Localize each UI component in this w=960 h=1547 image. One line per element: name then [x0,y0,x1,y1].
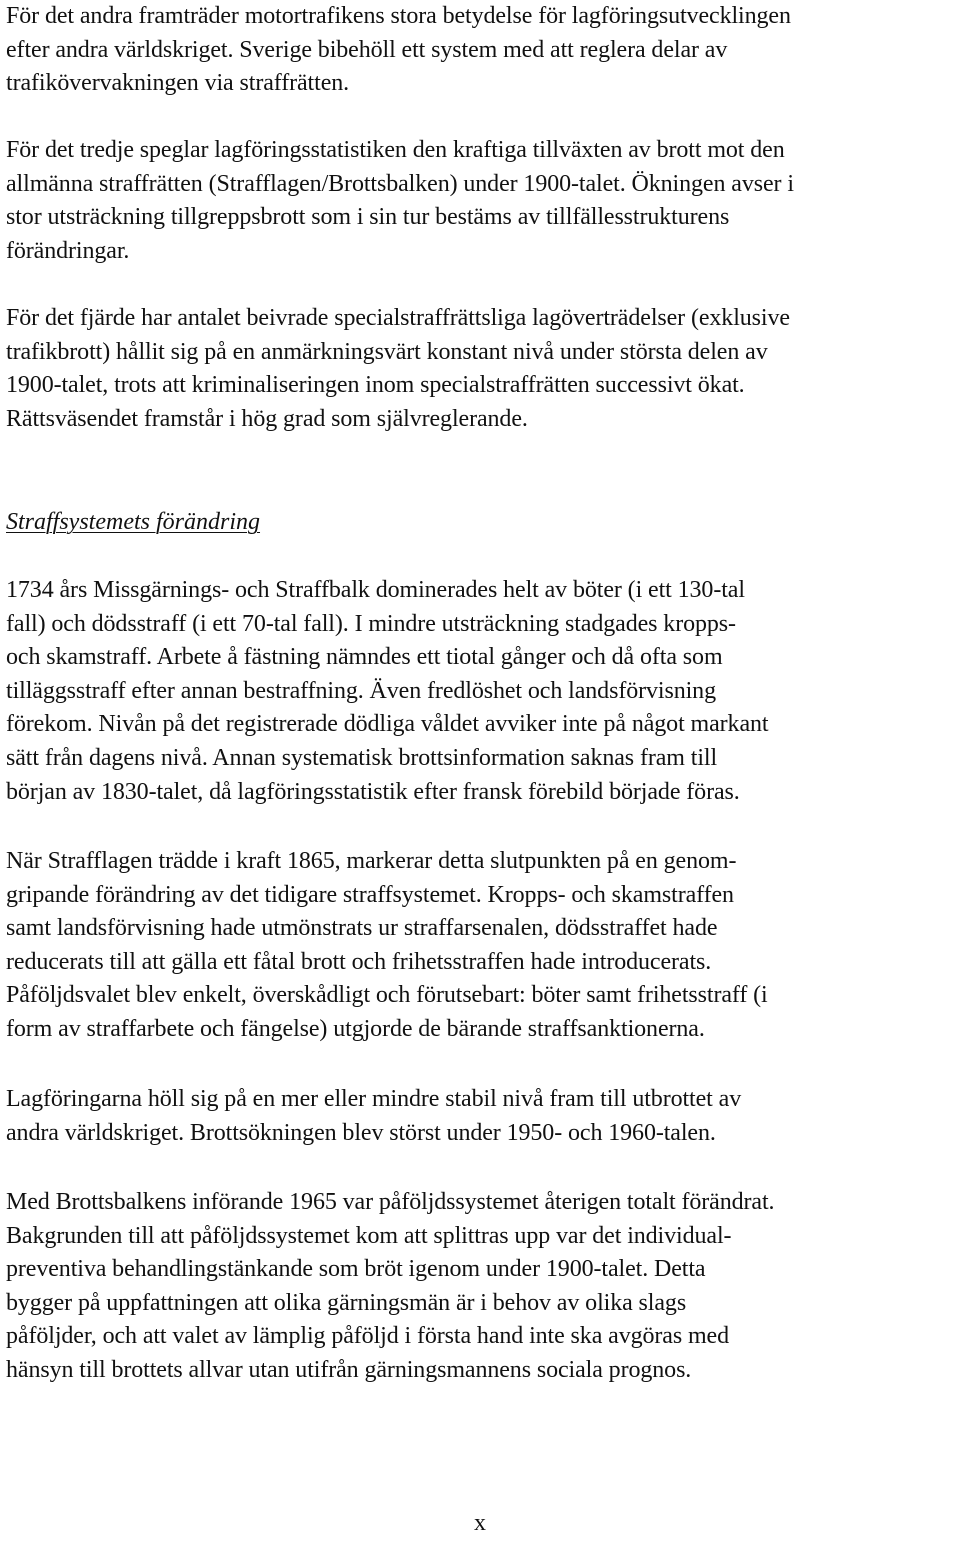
paragraph-prosecution-levels: Lagföringarna höll sig på en mer eller mindre stabil nivå fram till utbrottet av andra världskriget. Brottsökningen blev störst under 1950- och 1960-talen. [6,1086,742,1146]
paragraph-traffic: För det andra framträder motortrafikens stora betydelse för lagföringsutvecklingen efter andra världskriget. Sverige bibehöll ett system med att reglera delar av trafikövervakningen via straffrätten. [6,3,791,97]
section-heading: Straffsystemets förändring [6,509,261,535]
paragraph-special-criminal-law: För det fjärde har antalet beivrade specialstraffrättsliga lagöverträdelser (exklusive trafikbrott) hållit sig på en anmärkningsvärt konstant nivå under största delen av 1900-talet, trots att kriminaliseringen inom specialstraffrätten successivt ökat. Rättsväsendet framstår i hög grad som självreglerande. [6,305,790,432]
paragraph-1865-penal-code: När Strafflagen trädde i kraft 1865, markerar detta slutpunkten på en genom- gripande förändring av det tidigare straffsystemet. Kropps- och skamstraffen samt landsförvisning hade utmönstrats ur straffarsenalen, dödsstraffet hade reducerats till att gälla ett fåtal brott och frihetsstraffen hade introducerats. Påföljdsvalet blev enkelt, överskådligt och förutsebart: böter samt frihetsstraff (i form av straffarbete och fängelse) utgjorde de bärande straffsanktionerna. [6,848,768,1042]
paragraph-1965-penal-code: Med Brottsbalkens införande 1965 var påföljdssystemet återigen totalt förändrat. Bakgrunden till att påföljdssystemet kom att splittras upp var det individual- preventiva behandlingstänkande som bröt igenom under 1900-talet. Detta bygger på uppfattningen att olika gärningsmän är i behov av olika slags påföljder, och att valet av lämplig påföljd i första hand inte ska avgöras med hänsyn till brottets allvar utan utifrån gärningsmannens sociala prognos. [6,1189,775,1383]
paragraph-1734-code: 1734 års Missgärnings- och Straffbalk dominerades helt av böter (i ett 130-tal fall) och dödsstraff (i ett 70-tal fall). I mindre utsträckning stadgades kropps- och skamstraff. Arbete å fästning nämndes ett tiotal gånger och då ofta som tilläggsstraff efter annan bestraffning. Även fredlöshet och landsförvisning förekom. Nivån på det registrerade dödliga våldet avviker inte på något markant sätt från dagens nivå. Annan systematisk brottsinformation saknas fram till början av 1830-talet, då lagföringsstatistik efter fransk förebild började föras. [6,577,769,805]
paragraph-general-criminal-law: För det tredje speglar lagföringsstatistiken den kraftiga tillväxten av brott mot den allmänna straffrätten (Strafflagen/Brottsbalken) under 1900-talet. Ökningen avser i stor utsträckning tillgreppsbrott som i sin tur bestäms av tillfällesstrukturens förändringar. [6,137,794,264]
page-number: x [474,1510,486,1536]
